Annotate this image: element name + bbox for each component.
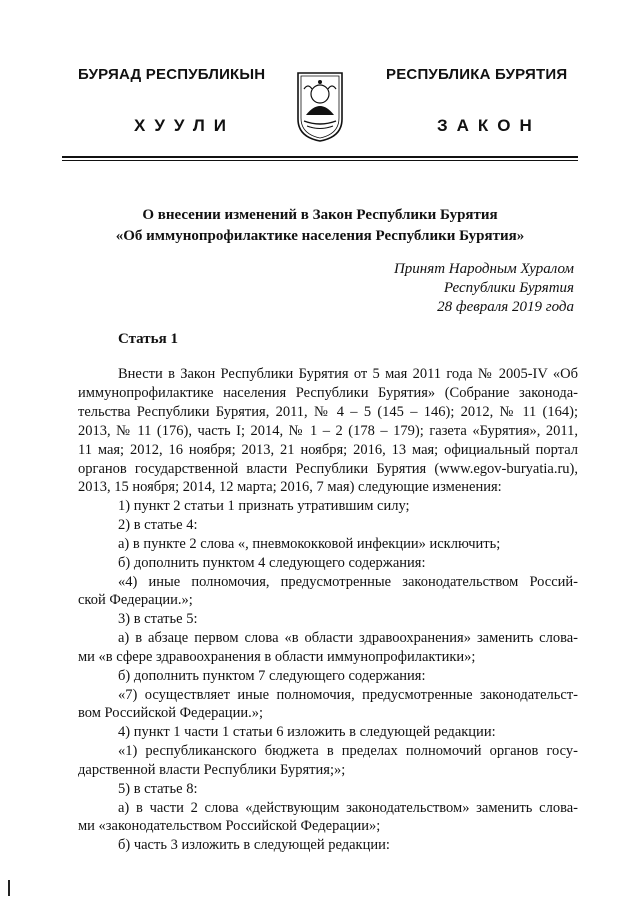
article-line: иммунопрофилактике населения Республики Бурятия» (Собрание законода- (78, 385, 578, 401)
article-line: дарственной власти Республики Бурятия;»; (78, 762, 346, 778)
law-title-line2: «Об иммунопрофилактике населения Республики Бурятия» (115, 228, 525, 244)
article-line: ми «в сфере здравоохранения в области иммунопрофилактики»; (78, 649, 476, 665)
article-line: б) дополнить пунктом 4 следующего содержания: (118, 555, 426, 571)
header-divider (62, 156, 578, 158)
article-line: б) часть 3 изложить в следующей редакции: (118, 837, 390, 853)
header-left-title: БУРЯАД РЕСПУБЛИКЫН (78, 66, 266, 83)
coat-of-arms-icon (294, 67, 346, 143)
article-line: 2013, № 11 (176), часть I; 2014, № 1 – 2 (178 – 179); газета «Бурятия», 2011, (78, 423, 578, 439)
article-line: 3) в статье 5: (118, 611, 198, 627)
article-line: ской Федерации.»; (78, 592, 193, 608)
article-heading: Статья 1 (118, 331, 178, 347)
adopted-line2: Республики Бурятия (443, 280, 574, 296)
header-divider-thin (62, 160, 578, 161)
article-line: органов государственной власти Республики Бурятия (www.egov-buryatia.ru), (78, 461, 578, 477)
scan-margin-mark (8, 880, 10, 896)
adopted-line1: Принят Народным Хуралом (393, 261, 574, 277)
header-right-subtitle: ЗАКОН (437, 116, 541, 135)
article-line: 2) в статье 4: (118, 517, 198, 533)
article-line: 4) пункт 1 части 1 статьи 6 изложить в следующей редакции: (118, 724, 496, 740)
article-line: 11 мая; 2012, 16 ноября; 2013, 21 ноября; 2016, 13 мая; официальный портал (78, 442, 578, 458)
article-line: Внести в Закон Республики Бурятия от 5 мая 2011 года № 2005-IV «Об (118, 366, 578, 382)
header-left-subtitle: ХУУЛИ (134, 116, 235, 135)
article-line: 2013, 15 ноября; 2014, 12 марта; 2016, 7 мая) следующие изменения: (78, 479, 502, 495)
article-line: «4) иные полномочия, предусмотренные законодательством Россий- (118, 574, 578, 590)
article-line: тельства Республики Бурятия, 2011, № 4 – 5 (145 – 146); 2012, № 11 (164); (78, 404, 578, 420)
article-line: б) дополнить пунктом 7 следующего содержания: (118, 668, 426, 684)
article-line: а) в пункте 2 слова «, пневмококковой инфекции» исключить; (118, 536, 501, 552)
article-line: а) в части 2 слова «действующим законодательством» заменить слова- (118, 800, 578, 816)
adopted-date: 28 февраля 2019 года (437, 299, 574, 315)
article-line: ми «законодательством Российской Федерации»; (78, 818, 381, 834)
header-right-title: РЕСПУБЛИКА БУРЯТИЯ (386, 66, 568, 83)
article-line: «7) осуществляет иные полномочия, предусмотренные законодательст- (118, 687, 578, 703)
article-line: «1) республиканского бюджета в пределах полномочий органов госу- (118, 743, 578, 759)
article-line: а) в абзаце первом слова «в области здравоохранения» заменить слова- (118, 630, 578, 646)
article-line: 1) пункт 2 статьи 1 признать утратившим силу; (118, 498, 410, 514)
law-title-line1: О внесении изменений в Закон Республики Бурятия (142, 207, 498, 223)
article-line: вом Российской Федерации.»; (78, 705, 263, 721)
article-line: 5) в статье 8: (118, 781, 198, 797)
